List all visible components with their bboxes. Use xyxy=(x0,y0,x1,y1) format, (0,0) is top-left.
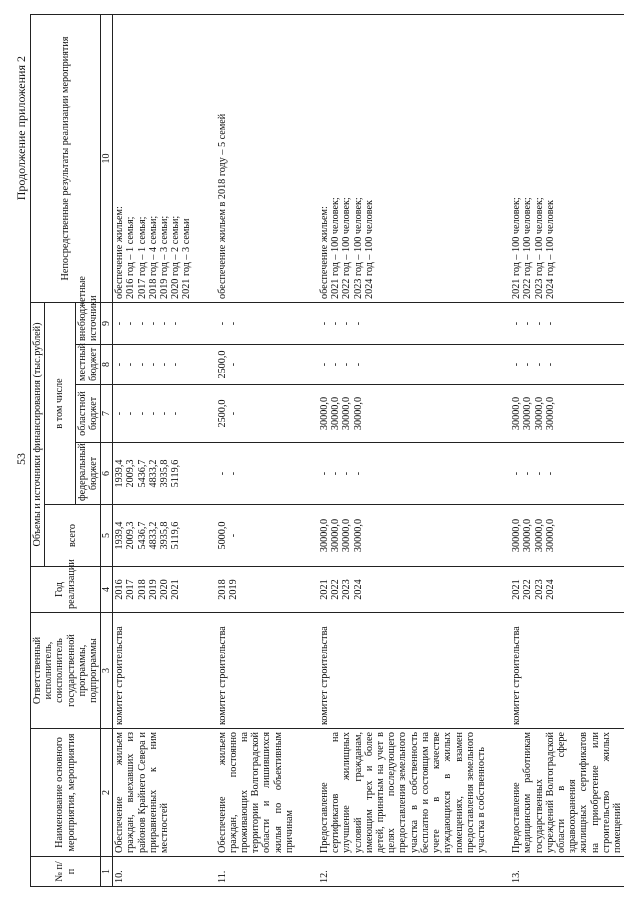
row-offbudget: - - xyxy=(216,302,296,344)
row-num: 11. xyxy=(216,857,296,887)
col-number: 6 xyxy=(101,443,113,505)
row-results: обеспечение жильем: 2021 год – 100 человек; 2022 год – 100 человек; 2023 год – 100 человек; 2024 год – 100 человек xyxy=(318,14,488,302)
row-regional: 30000,0 30000,0 30000,0 30000,0 xyxy=(510,385,624,443)
row-offbudget: - - - - xyxy=(510,302,624,344)
row-responsible: комитет строительства xyxy=(216,613,296,729)
row-results: обеспечение жильем в 2018 году – 5 семей xyxy=(216,14,296,302)
row-regional: 2500,0 - xyxy=(216,385,296,443)
row-total: 1939,4 2009,3 5436,7 4833,2 3935,8 5119,6 xyxy=(113,505,194,567)
row-local: - - - - - - xyxy=(113,345,194,385)
row-years: 2016 2017 2018 2019 2020 2021 xyxy=(113,567,194,613)
row-offbudget: - - - - xyxy=(318,302,488,344)
row-regional: - - - - - - xyxy=(113,385,194,443)
table-row xyxy=(510,14,624,886)
row-name: Обеспечение жильем граждан, выехавших из районов Крайнего Севера и приравненных к ним местностей xyxy=(113,729,194,857)
row-local: - - - - xyxy=(510,345,624,385)
row-name: Обеспечение жильем граждан, постоянно проживающих на территории Волгоградской области и лишившихся жилья по объективным причинам xyxy=(216,729,296,857)
col-number: 7 xyxy=(101,385,113,443)
row-total: 30000,0 30000,0 30000,0 30000,0 xyxy=(318,505,488,567)
table-row xyxy=(318,14,488,886)
row-name: Предоставление сертификатов на улучшение жилищных условий гражданам, имеющим трех и более детей, принятым на учет в целях последующего предоставления земельного участка в собственность бесплатно и состоящим на учете в качестве нуждающихся в жилых помещениях, взамен предоставления земельного участка в собственность xyxy=(318,729,488,857)
row-federal: - - xyxy=(216,443,296,505)
header-including: в том числе xyxy=(45,302,76,504)
header-responsible: Ответственный исполнитель, соисполнитель государственной программы, подпрограммы xyxy=(31,613,101,729)
row-spacer xyxy=(194,14,216,886)
financing-table xyxy=(30,14,624,887)
col-number: 3 xyxy=(101,613,113,729)
row-total: 30000,0 30000,0 30000,0 30000,0 xyxy=(510,505,624,567)
row-responsible: комитет строительства xyxy=(510,613,624,729)
row-federal: - - - - xyxy=(510,443,624,505)
header-offbudget: внебюджетные источники xyxy=(75,302,100,344)
col-number: 1 xyxy=(101,857,113,887)
header-total: всего xyxy=(45,505,101,567)
row-num: 13. xyxy=(510,857,624,887)
table-row xyxy=(216,14,296,886)
col-number: 8 xyxy=(101,345,113,385)
header-num: № п/п xyxy=(31,857,101,887)
row-spacer xyxy=(296,14,318,886)
col-number: 2 xyxy=(101,729,113,857)
row-responsible: комитет строительства xyxy=(113,613,194,729)
row-federal: - - - - xyxy=(318,443,488,505)
row-federal: 1939,4 2009,3 5436,7 4833,2 3935,8 5119,6 xyxy=(113,443,194,505)
header-name: Наименование основного мероприятия, мероприятия xyxy=(31,729,101,857)
page-number: 53 xyxy=(14,453,28,465)
col-number: 4 xyxy=(101,567,113,613)
row-years: 2021 2022 2023 2024 xyxy=(318,567,488,613)
row-spacer xyxy=(488,14,510,886)
table-row xyxy=(113,14,194,886)
row-total: 5000,0 - xyxy=(216,505,296,567)
row-results: 2021 год – 100 человек; 2022 год – 100 человек; 2023 год – 100 человек; 2024 год – 100 человек xyxy=(510,14,624,302)
header-federal: федеральный бюджет xyxy=(75,443,100,505)
row-local: - - - - xyxy=(318,345,488,385)
header-volumes: Объемы и источники финансирования (тыс.рублей) xyxy=(31,302,45,566)
col-number: 5 xyxy=(101,505,113,567)
row-results: обеспечение жильем: 2016 год – 1 семья; 2017 год – 1 семья; 2018 год – 4 семьи; 2019 год – 3 семьи; 2020 год – 2 семьи; 2021 год – 3 семьи xyxy=(113,14,194,302)
row-responsible: комитет строительства xyxy=(318,613,488,729)
continuation-caption: Продолжение приложения 2 xyxy=(14,56,28,201)
row-name: Предоставление медицинским работникам государственных учреждений Волгоградской области в сфере здравоохранения жилищных сертификатов на приобретение или строительство жилых помещений xyxy=(510,729,624,857)
col-number: 9 xyxy=(101,302,113,344)
col-number: 10 xyxy=(101,14,113,302)
header-results: Непосредственные результаты реализации мероприятия xyxy=(31,14,101,302)
row-local: 2500,0 - xyxy=(216,345,296,385)
row-num: 12. xyxy=(318,857,488,887)
header-regional: областной бюджет xyxy=(75,385,100,443)
row-num: 10. xyxy=(113,857,194,887)
row-years: 2018 2019 xyxy=(216,567,296,613)
row-offbudget: - - - - - - xyxy=(113,302,194,344)
header-year: Год реализации xyxy=(31,567,101,613)
header-local: местный бюджет xyxy=(75,345,100,385)
row-regional: 30000,0 30000,0 30000,0 30000,0 xyxy=(318,385,488,443)
row-years: 2021 2022 2023 2024 xyxy=(510,567,624,613)
